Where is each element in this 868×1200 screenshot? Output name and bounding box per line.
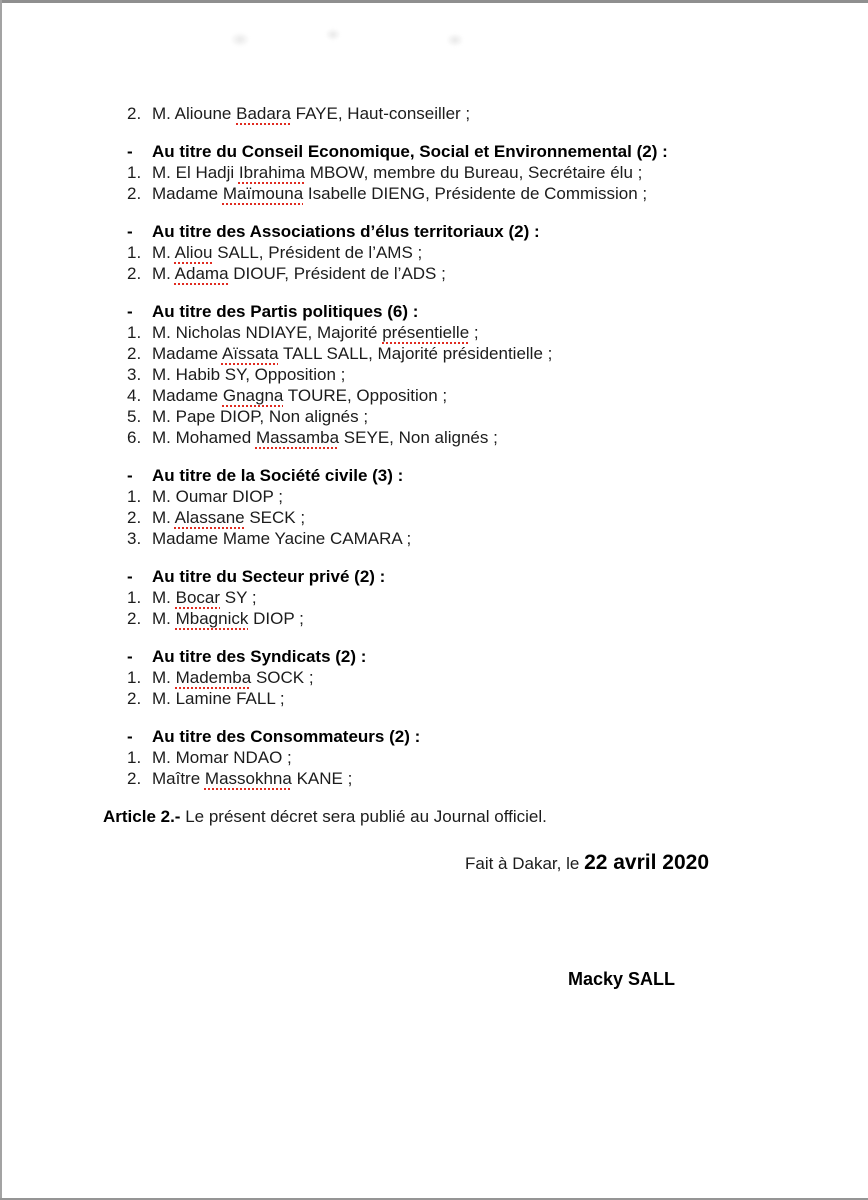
text-run: M. bbox=[152, 508, 175, 527]
misspelled-word: Maïmouna bbox=[222, 184, 304, 203]
list-item-number: 3. bbox=[127, 365, 142, 384]
text-run: Madame bbox=[152, 184, 223, 203]
section-heading-label: Au titre des Syndicats (2) : bbox=[152, 647, 367, 666]
list-item-number: 2. bbox=[127, 184, 142, 203]
list-item-number: 2. bbox=[127, 104, 142, 123]
section-heading bbox=[127, 465, 818, 486]
list-item bbox=[127, 507, 818, 528]
scan-smudge bbox=[446, 33, 464, 47]
list-item bbox=[127, 263, 818, 284]
misspelled-word: Badara bbox=[236, 104, 291, 123]
text-run: SY ; bbox=[220, 588, 257, 607]
list-item bbox=[127, 747, 818, 768]
text-run: TOURE, Opposition ; bbox=[283, 386, 448, 405]
misspelled-word: Adama bbox=[174, 264, 229, 283]
section bbox=[127, 221, 818, 284]
dateline-prefix: Fait à Dakar, le bbox=[465, 854, 585, 873]
article-2-paragraph bbox=[103, 806, 818, 827]
section-heading bbox=[127, 566, 818, 587]
leading-list-item bbox=[127, 103, 818, 124]
list-item bbox=[127, 587, 818, 608]
list-item-number: 1. bbox=[127, 668, 142, 687]
misspelled-word: Massokhna bbox=[204, 769, 292, 788]
text-run: ; bbox=[469, 323, 479, 342]
sections bbox=[127, 141, 818, 789]
text-run: M. Nicholas NDIAYE, Majorité bbox=[152, 323, 383, 342]
article-2-body: Le présent décret sera publié au Journal officiel. bbox=[180, 807, 547, 826]
list-item-number: 4. bbox=[127, 386, 142, 405]
section-heading-label: Au titre du Conseil Economique, Social et Environnemental (2) : bbox=[152, 142, 668, 161]
text-run: Maître bbox=[152, 769, 205, 788]
list-item-text bbox=[152, 322, 479, 343]
text-run: KANE ; bbox=[291, 769, 353, 788]
heading-dash-marker: - bbox=[127, 142, 133, 161]
misspelled-word: Mbagnick bbox=[175, 609, 249, 628]
dateline bbox=[465, 850, 818, 877]
list-item-text bbox=[152, 406, 368, 427]
section-heading-label: Au titre des Partis politiques (6) : bbox=[152, 302, 419, 321]
list-item-text bbox=[152, 364, 345, 385]
misspelled-word: Gnagna bbox=[222, 386, 284, 405]
section-heading bbox=[127, 726, 818, 747]
misspelled-word: Ibrahima bbox=[238, 163, 306, 182]
text-run: Madame bbox=[152, 386, 223, 405]
misspelled-word: Alassane bbox=[174, 508, 245, 527]
text-run: Madame Mame Yacine CAMARA ; bbox=[152, 529, 412, 548]
text-run: M. bbox=[152, 588, 176, 607]
list-item-text bbox=[152, 162, 642, 183]
section-heading-label: Au titre du Secteur privé (2) : bbox=[152, 567, 386, 586]
list-item-number: 1. bbox=[127, 588, 142, 607]
misspelled-word: Aïssata bbox=[221, 344, 279, 363]
list-item-text bbox=[152, 183, 647, 204]
text-run: M. bbox=[152, 609, 176, 628]
heading-dash-marker: - bbox=[127, 567, 133, 586]
list-item-text bbox=[152, 768, 352, 789]
list-item bbox=[127, 768, 818, 789]
list-item-text bbox=[152, 608, 304, 629]
section bbox=[127, 646, 818, 709]
text-run: M. Habib SY, Opposition ; bbox=[152, 365, 346, 384]
section bbox=[127, 566, 818, 629]
list-item-number: 1. bbox=[127, 487, 142, 506]
list-item-number: 1. bbox=[127, 323, 142, 342]
list-item-text bbox=[152, 528, 411, 549]
scan-smudge bbox=[325, 28, 341, 41]
list-item bbox=[127, 528, 818, 549]
list-item-number: 2. bbox=[127, 689, 142, 708]
text-run: SALL, Président de l’AMS ; bbox=[212, 243, 423, 262]
text-run: DIOUF, Président de l’ADS ; bbox=[228, 264, 446, 283]
section bbox=[127, 465, 818, 549]
list-item-text bbox=[152, 747, 292, 768]
heading-dash-marker: - bbox=[127, 647, 133, 666]
text-run: M. bbox=[152, 668, 176, 687]
text-run: M. Mohamed bbox=[152, 428, 256, 447]
section bbox=[127, 301, 818, 448]
list-item bbox=[127, 385, 818, 406]
list-item-number: 2. bbox=[127, 264, 142, 283]
list-item bbox=[127, 427, 818, 448]
list-item-text bbox=[152, 688, 285, 709]
list-item bbox=[127, 688, 818, 709]
list-item-text bbox=[152, 587, 257, 608]
list-item bbox=[127, 364, 818, 385]
misspelled-word: Mademba bbox=[175, 668, 252, 687]
list-item-number: 3. bbox=[127, 529, 142, 548]
section-heading-label: Au titre de la Société civile (3) : bbox=[152, 466, 404, 485]
list-item-number: 2. bbox=[127, 344, 142, 363]
section-heading bbox=[127, 141, 818, 162]
heading-dash-marker: - bbox=[127, 466, 133, 485]
misspelled-word: Massamba bbox=[255, 428, 340, 447]
signature-name: Macky SALL bbox=[568, 969, 676, 989]
text-run: M. Alioune bbox=[152, 104, 237, 123]
list-item-text bbox=[152, 263, 446, 284]
page-edge-left bbox=[0, 0, 2, 1200]
list-item-number: 2. bbox=[127, 508, 142, 527]
text-run: M. Oumar DIOP ; bbox=[152, 487, 283, 506]
misspelled-word: Aliou bbox=[174, 243, 213, 262]
text-run: FAYE, Haut-conseiller ; bbox=[290, 104, 471, 123]
document-content bbox=[103, 103, 818, 990]
text-run: SOCK ; bbox=[251, 668, 314, 687]
misspelled-word: Bocar bbox=[175, 588, 221, 607]
text-run: MBOW, membre du Bureau, Secrétaire élu ; bbox=[305, 163, 643, 182]
list-item bbox=[127, 667, 818, 688]
section-heading bbox=[127, 301, 818, 322]
list-item-text bbox=[152, 486, 283, 507]
heading-dash-marker: - bbox=[127, 302, 133, 321]
text-run: DIOP ; bbox=[248, 609, 304, 628]
heading-dash-marker: - bbox=[127, 222, 133, 241]
section-heading bbox=[127, 221, 818, 242]
list-item-text bbox=[152, 385, 447, 406]
list-item bbox=[127, 343, 818, 364]
text-run: M. Pape DIOP, Non alignés ; bbox=[152, 407, 369, 426]
list-item-text bbox=[152, 507, 305, 528]
dateline-date: 22 avril 2020 bbox=[584, 851, 710, 874]
text-run: SEYE, Non alignés ; bbox=[339, 428, 498, 447]
section-heading bbox=[127, 646, 818, 667]
list-item bbox=[127, 183, 818, 204]
section-heading-label: Au titre des Associations d’élus territoriaux (2) : bbox=[152, 222, 540, 241]
list-item-text bbox=[152, 427, 498, 448]
list-item bbox=[127, 242, 818, 263]
list-item bbox=[127, 322, 818, 343]
text-run: M. El Hadji bbox=[152, 163, 239, 182]
text-run: TALL SALL, Majorité présidentielle ; bbox=[278, 344, 553, 363]
list-item-text bbox=[152, 343, 552, 364]
list-item-number: 1. bbox=[127, 748, 142, 767]
scan-smudge bbox=[230, 32, 250, 47]
article-2-label: Article 2.- bbox=[103, 807, 181, 826]
text-run: Madame bbox=[152, 344, 222, 363]
list-item-number: 2. bbox=[127, 609, 142, 628]
list-item-number: 5. bbox=[127, 407, 142, 426]
list-item-number: 2. bbox=[127, 769, 142, 788]
list-item-number: 6. bbox=[127, 428, 142, 447]
section-heading-label: Au titre des Consommateurs (2) : bbox=[152, 727, 421, 746]
page-edge-top bbox=[0, 0, 868, 3]
heading-dash-marker: - bbox=[127, 727, 133, 746]
text-run: SECK ; bbox=[244, 508, 306, 527]
leading-item-text bbox=[152, 103, 470, 124]
list-item bbox=[127, 608, 818, 629]
section bbox=[127, 726, 818, 789]
text-run: Isabelle DIENG, Présidente de Commission ; bbox=[303, 184, 648, 203]
misspelled-word: présentielle bbox=[382, 323, 470, 342]
list-item-number: 1. bbox=[127, 243, 142, 262]
text-run: M. Momar NDAO ; bbox=[152, 748, 292, 767]
list-item-text bbox=[152, 667, 314, 688]
list-item bbox=[127, 162, 818, 183]
list-item-text bbox=[152, 242, 422, 263]
text-run: M. Lamine FALL ; bbox=[152, 689, 285, 708]
section bbox=[127, 141, 818, 204]
text-run: M. bbox=[152, 243, 175, 262]
list-item bbox=[127, 406, 818, 427]
list-item bbox=[127, 486, 818, 507]
list-item-number: 1. bbox=[127, 163, 142, 182]
text-run: M. bbox=[152, 264, 175, 283]
